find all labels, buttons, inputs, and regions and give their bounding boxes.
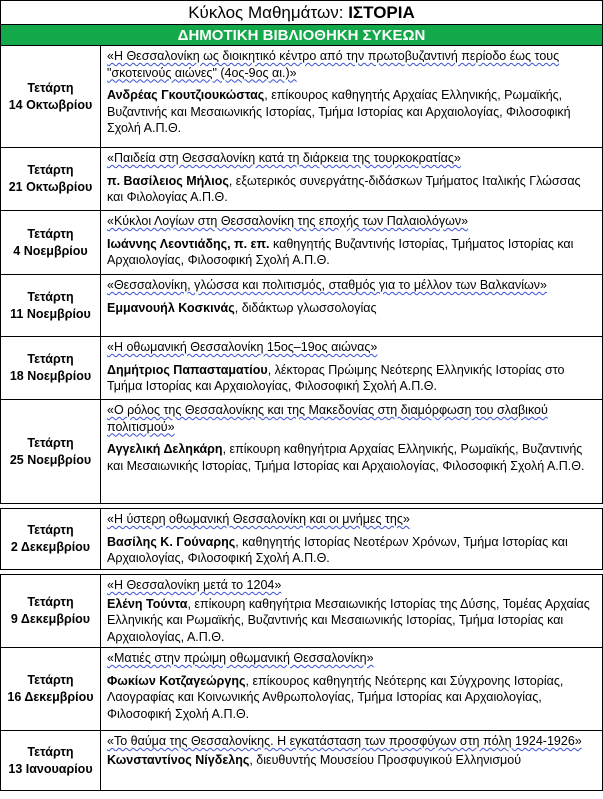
- lecture-day: Τετάρτη: [27, 744, 74, 759]
- lecture-row: [0, 508, 603, 570]
- library-banner: ΔΗΜΟΤΙΚΗ ΒΙΒΛΙΟΘΗΚΗ ΣΥΚΕΩΝ: [0, 24, 603, 46]
- lecture-title: «Ο ρόλος της Θεσσαλονίκης και της Μακεδονίας στη διαμόρφωση του σλαβικού πολιτισμού»: [107, 403, 548, 434]
- lecture-affiliation: , επίκουρη καθηγήτρια Μεσαιωνικής Ιστορίας της Δύσης, Τομέας Αρχαίας Ελληνικής και Ρωμαϊκής, Βυζαντινής και Μεσαιωνικής Ιστορίας, Τμήμα Ιστορίας και Αρχαιολογίας, Α.Π.Θ.: [107, 596, 590, 644]
- lecture-date: 9 Δεκεμβρίου: [10, 612, 91, 626]
- lecture-date-cell: [1, 648, 101, 730]
- lecture-date-cell: [1, 148, 101, 210]
- lecture-title: «Το θαύμα της Θεσσαλονίκης. Η εγκατάσταση των προσφύγων στη πόλη 1924-1926»: [107, 734, 582, 748]
- lecture-date: 14 Οκτωβρίου: [8, 97, 93, 112]
- lecture-row: [0, 400, 603, 504]
- lecture-title: «Κύκλοι Λογίων στη Θεσσαλονίκη της εποχής των Παλαιολόγων»: [107, 214, 469, 228]
- lecture-speaker: Φωκίων Κοτζαγεώργης: [107, 673, 246, 688]
- lecture-speaker: Ιωάννης Λεοντιάδης, π. επ.: [107, 236, 270, 251]
- lecture-day: Τετάρτη: [27, 523, 74, 537]
- lecture-affiliation: , εξωτερικός συνεργάτης-διδάσκων Τμήματος Ιταλικής Γλώσσας και Φιλολογίας Α.Π.Θ.: [107, 173, 581, 204]
- lecture-title: «Η ύστερη οθωμανική Θεσσαλονίκη και οι μνήμες της»: [107, 512, 410, 526]
- lecture-content-cell: [101, 46, 602, 147]
- lecture-row: [0, 211, 603, 275]
- lecture-date-cell: [1, 400, 101, 503]
- lecture-date-cell: [1, 211, 101, 274]
- lecture-row: [0, 148, 603, 211]
- lecture-speaker: Δημήτριος Παπασταματίου: [107, 362, 268, 377]
- lecture-day: Τετάρτη: [27, 435, 74, 450]
- lecture-day: Τετάρτη: [27, 226, 74, 241]
- lecture-date: 2 Δεκεμβρίου: [10, 540, 91, 554]
- lecture-row: [0, 46, 603, 148]
- lecture-speaker: Ανδρέας Γκουτζιουκώστας: [107, 88, 265, 102]
- lecture-speaker: Ελένη Τούντα: [107, 596, 188, 611]
- lecture-affiliation: , επίκουρος καθηγητής Αρχαίας Ελληνικής, Ρωμαϊκής, Βυζαντινής και Μεσαιωνικής Ιστορίας, Τμήμα Ιστορίας και Αρχαιολογίας, Φιλοσοφική Σχολή Α.Π.Θ.: [107, 88, 571, 135]
- lecture-date-cell: [1, 509, 101, 569]
- lecture-day: Τετάρτη: [27, 673, 74, 687]
- lecture-speaker: π. Βασίλειος Μήλιος: [107, 173, 229, 188]
- lecture-title: «Η Θεσσαλονίκη ως διοικητικό κέντρο από την πρωτοβυζαντινή περίοδο έως τους "σκοτεινούς αιώνες" (4ος-9ος αι.)»: [107, 49, 560, 80]
- lecture-speaker: Βασίλης Κ. Γούναρης: [107, 534, 236, 549]
- lecture-content-cell: [101, 275, 602, 336]
- lecture-content-cell: [101, 211, 602, 274]
- lecture-affiliation: , επίκουρος καθηγητής Νεότερης και Σύγχρονης Ιστορίας, Λαογραφίας και Κοινωνικής Ανθρωπολογίας, Τμήμα Ιστορίας και Αρχαιολογίας, Φιλοσοφική Σχολή Α.Π.Θ.: [107, 673, 564, 721]
- title-subject: ΙΣΤΟΡΙΑ: [348, 3, 415, 22]
- lecture-row: [0, 574, 603, 648]
- lecture-speaker: Κωνσταντίνος Νίγδελης: [107, 752, 250, 767]
- lecture-affiliation: , λέκτορας Πρώιμης Νεότερης Ελληνικής Ιστορίας στο Τμήμα Ιστορίας και Αρχαιολογίας, Φιλοσοφική Σχολή Α.Π.Θ.: [107, 362, 565, 393]
- lecture-date-cell: [1, 731, 101, 790]
- lecture-row: [0, 648, 603, 731]
- lecture-speaker: Αγγελική Δεληκάρη: [107, 442, 223, 456]
- lecture-content-cell: [101, 337, 602, 399]
- lecture-date: 25 Νοεμβρίου: [9, 452, 92, 467]
- lecture-content-cell: [101, 509, 602, 569]
- lecture-date: 16 Δεκεμβρίου: [7, 690, 94, 704]
- lecture-title: «Η οθωμανική Θεσσαλονίκη 15ος–19ος αιώνας»: [107, 340, 378, 354]
- lecture-speaker: Εμμανουήλ Κοσκινάς: [107, 300, 235, 315]
- lecture-content-cell: [101, 731, 602, 790]
- page-title: [0, 0, 603, 24]
- lecture-row: [0, 731, 603, 791]
- lecture-date-cell: [1, 575, 101, 647]
- lecture-content-cell: [101, 648, 602, 730]
- lecture-date-cell: [1, 337, 101, 399]
- lecture-affiliation: , επίκουρη καθηγήτρια Αρχαίας Ελληνικής, Ρωμαϊκής, Βυζαντινής και Μεσαιωνικής Ιστορίας, Τμήμα Ιστορίας και Αρχαιολογίας, Φιλοσοφική Σχολή Α.Π.Θ.: [107, 442, 585, 473]
- lecture-date: 11 Νοεμβρίου: [10, 306, 91, 321]
- lecture-row: [0, 275, 603, 337]
- lecture-date: 13 Ιανουαρίου: [8, 761, 93, 776]
- lecture-affiliation: , καθηγητής Ιστορίας Νεοτέρων Χρόνων, Τμήμα Ιστορίας και Αρχαιολογίας, Φιλοσοφική Σχολή Α.Π.Θ.: [107, 534, 568, 565]
- lecture-date-cell: [1, 275, 101, 336]
- lecture-title: «Παιδεία στη Θεσσαλονίκη κατά τη διάρκεια της τουρκοκρατίας»: [107, 151, 461, 165]
- lecture-date: 18 Νοεμβρίου: [9, 369, 92, 383]
- lecture-day: Τετάρτη: [27, 595, 74, 609]
- lecture-title: «Η Θεσσαλονίκη μετά το 1204»: [107, 578, 282, 592]
- lecture-content-cell: [101, 575, 602, 647]
- lecture-title: «Ματιές στην πρώιμη οθωμανική Θεσσαλονίκη»: [107, 651, 374, 665]
- lecture-content-cell: [101, 148, 602, 210]
- lecture-day: Τετάρτη: [27, 352, 74, 366]
- lecture-affiliation: καθηγητής Βυζαντινής Ιστορίας, Τμήματος Ιστορίας και Αρχαιολογίας, Φιλοσοφική Σχολή Α.Π.Θ.: [107, 236, 574, 267]
- title-prefix: Κύκλος Μαθημάτων:: [188, 3, 349, 22]
- lecture-row: [0, 337, 603, 400]
- lecture-affiliation: , διδάκτωρ γλωσσολογίας: [234, 300, 377, 315]
- lecture-day: Τετάρτη: [27, 163, 74, 177]
- lecture-day: Τετάρτη: [27, 289, 74, 304]
- lecture-day: Τετάρτη: [27, 80, 74, 95]
- lecture-title: «Θεσσαλονίκη, γλώσσα και πολιτισμός, σταθμός για το μέλλον των Βαλκανίων»: [107, 278, 547, 292]
- lecture-affiliation: , διευθυντής Μουσείου Προσφυγικού Ελληνισμού: [249, 752, 522, 767]
- lecture-date: 21 Οκτωβρίου: [8, 180, 93, 194]
- lecture-date-cell: [1, 46, 101, 147]
- lecture-content-cell: [101, 400, 602, 503]
- lecture-date: 4 Νοεμβρίου: [13, 243, 88, 258]
